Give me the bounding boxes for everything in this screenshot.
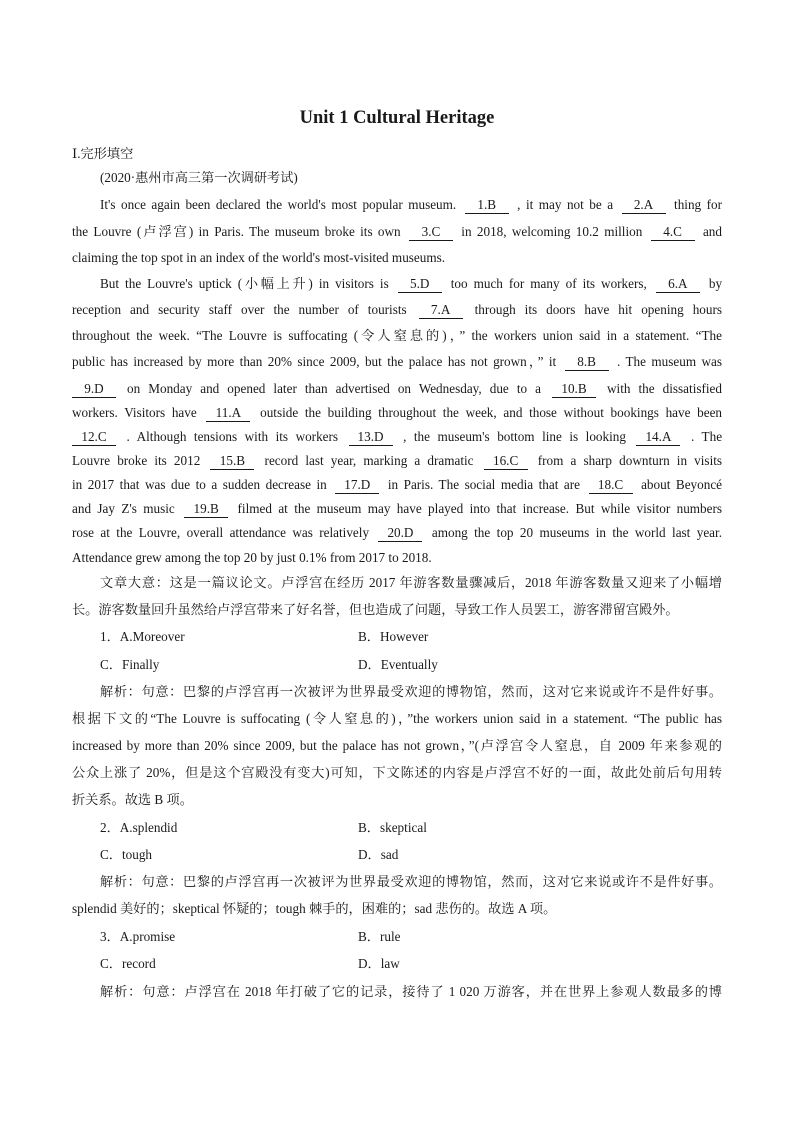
option-b: B．rule — [358, 929, 401, 944]
summary-line: 长。游客数量回升虽然给卢浮宫带来了好名誉，但也造成了问题，导致工作人员罢工，游客滞留宫殿外。 — [72, 602, 679, 617]
passage-text: in 2017 that was due to a sudden decrease in — [72, 477, 327, 492]
passage-text: , the museum's bottom line is looking — [403, 429, 626, 444]
passage-line — [72, 401, 722, 425]
answer-blank: 18.C — [589, 477, 633, 494]
answer-blank: 12.C — [72, 429, 116, 446]
passage-text: reception and security staff over the number of tourists — [72, 302, 407, 317]
analysis-line: 公众上涨了 20%，但是这个宫殿没有变大)可知，下文陈述的内容是卢浮宫不好的一面，故此处前后句用转 — [72, 765, 722, 780]
passage-text: . Although tensions with its workers — [126, 429, 339, 444]
answer-blank: 14.A — [636, 429, 680, 446]
passage-text: about Beyoncé — [641, 477, 723, 492]
answer-blank: 2.A — [622, 197, 666, 214]
passage-text: , it may not be a — [517, 197, 614, 212]
passage-line — [72, 546, 722, 570]
passage-line — [72, 193, 722, 217]
passage-text: rose at the Louvre, overall attendance was relatively — [72, 525, 370, 540]
option-d: D．law — [358, 956, 400, 971]
analysis-line: 折关系。故选 B 项。 — [72, 792, 193, 807]
analysis-line: 解析：句意：巴黎的卢浮宫再一次被评为世界最受欢迎的博物馆，然而，这对它来说或许不是件好事。 — [100, 874, 722, 889]
passage-text: outside the building throughout the week, and those without bookings have been — [260, 405, 723, 420]
answer-blank: 7.A — [419, 302, 463, 319]
answer-blank: 16.C — [484, 453, 528, 470]
answer-blank: 4.C — [651, 224, 695, 241]
option-d: D．sad — [358, 847, 399, 862]
option-c: C．Finally — [100, 657, 160, 672]
passage-text: in 2018, welcoming 10.2 million — [461, 224, 643, 239]
option-c: C．tough — [100, 847, 153, 862]
passage-line — [72, 272, 722, 296]
answer-blank: 20.D — [378, 525, 422, 542]
passage-text: through its doors have hit opening hours — [474, 302, 723, 317]
passage-text: among the top 20 museums in the world last year. — [431, 525, 723, 540]
passage-line — [72, 246, 722, 270]
answer-blank: 1.B — [465, 197, 509, 214]
passage-line — [72, 377, 722, 401]
section-heading: Ⅰ.完形填空 — [72, 146, 134, 161]
option-d: D．Eventually — [358, 657, 438, 672]
passage-line — [72, 449, 722, 473]
passage-line — [72, 220, 722, 244]
passage-text: with the dissatisfied — [607, 381, 722, 396]
answer-blank: 15.B — [210, 453, 254, 470]
passage-text: Attendance grew among the top 20 by just 0.1% from 2017 to 2018. — [72, 550, 432, 565]
passage-text: But the Louvre's uptick (小幅上升) in visitors is — [100, 276, 389, 291]
passage-text: claiming the top spot in an index of the world's most-visited museums. — [72, 250, 446, 265]
answer-blank: 5.D — [398, 276, 442, 293]
passage-line — [72, 350, 722, 374]
answer-blank: 9.D — [72, 381, 116, 398]
passage-text: and Jay Z's music — [72, 501, 175, 516]
answer-blank: 3.C — [409, 224, 453, 241]
passage-text: record last year, marking a dramatic — [264, 453, 474, 468]
answer-blank: 11.A — [206, 405, 250, 422]
passage-text: . The — [690, 429, 723, 444]
passage-text: thing for — [674, 197, 722, 212]
analysis-line: 解析：句意：巴黎的卢浮宫再一次被评为世界最受欢迎的博物馆，然而，这对它来说或许不是件好事。 — [100, 684, 722, 699]
summary-line: 文章大意：这是一篇议论文。卢浮宫在经历 2017 年游客数量骤减后，2018 年游客数量又迎来了小幅增 — [100, 575, 722, 590]
analysis-line: splendid 美好的；skeptical 怀疑的；tough 棘手的，困难的；sad 悲伤的。故选 A 项。 — [72, 901, 557, 916]
option-a: 2．A.splendid — [100, 820, 178, 835]
analysis-line: 解析：句意：卢浮宫在 2018 年打破了它的记录，接待了 1 020 万游客，并在世界上参观人数最多的博 — [100, 984, 722, 999]
option-b: B．skeptical — [358, 820, 427, 835]
answer-blank: 13.D — [349, 429, 393, 446]
passage-line — [72, 425, 722, 449]
passage-text: It's once again been declared the world's most popular museum. — [100, 197, 457, 212]
passage-line — [72, 298, 722, 322]
passage-text: . The museum was — [617, 354, 723, 369]
passage-line — [72, 473, 722, 497]
passage-text: on Monday and opened later than advertised on Wednesday, due to a — [127, 381, 541, 396]
answer-blank: 17.D — [335, 477, 379, 494]
passage-text: public has increased by more than 20% since 2009, but the palace has not grown，” it — [72, 354, 557, 369]
passage-line — [72, 324, 722, 348]
analysis-line: increased by more than 20% since 2009, but the palace has not grown，”(卢浮宫令人窒息，自 2009 年来参观的 — [72, 738, 722, 753]
passage-text: the Louvre (卢浮宫) in Paris. The museum broke its own — [72, 224, 401, 239]
passage-text: in Paris. The social media that are — [387, 477, 581, 492]
passage-text: throughout the week. “The Louvre is suffocating (令人窒息的)，” the workers union said in a statement. “The — [72, 328, 722, 343]
page-title: Unit 1 Cultural Heritage — [299, 108, 495, 128]
passage-text: workers. Visitors have — [72, 405, 197, 420]
passage-text: by — [708, 276, 723, 291]
passage-line — [72, 521, 722, 545]
passage-text: from a sharp downturn in visits — [537, 453, 723, 468]
passage-text: and — [702, 224, 722, 239]
answer-blank: 10.B — [552, 381, 596, 398]
analysis-line: 根据下文的“The Louvre is suffocating (令人窒息的)，”the workers union said in a statement. “The public has — [72, 711, 722, 726]
exam-source: (2020·惠州市高三第一次调研考试) — [100, 170, 298, 185]
passage-text: filmed at the museum may have played into that increase. But while visitor numbers — [237, 501, 723, 516]
option-a: 1．A.Moreover — [100, 629, 185, 644]
option-a: 3．A.promise — [100, 929, 176, 944]
passage-line — [72, 497, 722, 521]
answer-blank: 19.B — [184, 501, 228, 518]
option-c: C．record — [100, 956, 156, 971]
passage-text: too much for many of its workers, — [450, 276, 647, 291]
passage-text: Louvre broke its 2012 — [72, 453, 201, 468]
answer-blank: 6.A — [656, 276, 700, 293]
option-b: B．However — [358, 629, 429, 644]
answer-blank: 8.B — [565, 354, 609, 371]
